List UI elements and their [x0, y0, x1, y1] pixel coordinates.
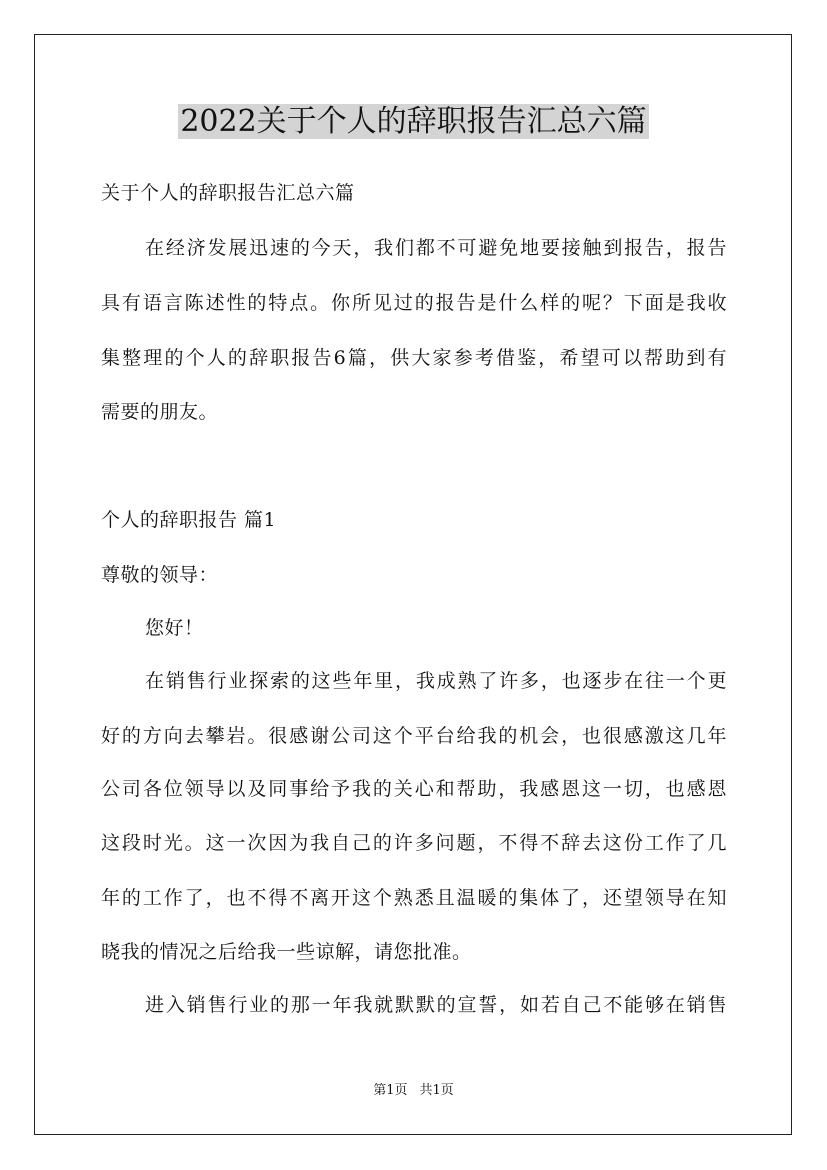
page-footer: [0, 1082, 827, 1100]
intro-line-1: 在经济发展迅速的今天，我们都不可避免地要接触到报告，报告: [145, 237, 727, 259]
section-heading: 个人的辞职报告 篇1: [101, 509, 277, 531]
para2-line-1: 进入销售行业的那一年我就默默的宣誓，如若自己不能够在销售: [145, 994, 727, 1016]
document-title: 2022关于个人的辞职报告汇总六篇: [180, 104, 647, 139]
page-number: 第1页: [373, 1083, 408, 1098]
para1-line-3: 公司各位领导以及同事给予我的关心和帮助，我感恩这一切，也感恩: [101, 778, 727, 800]
para1-line-6: 晓我的情况之后给我一些谅解，请您批准。: [101, 941, 472, 963]
para1-line-1: 在销售行业探索的这些年里，我成熟了许多，也逐步在往一个更: [145, 670, 727, 692]
subtitle: 关于个人的辞职报告汇总六篇: [101, 182, 355, 204]
intro-line-2: 具有语言陈述性的特点。你所见过的报告是什么样的呢？下面是我收: [101, 292, 727, 314]
para1-line-4: 这段时光。这一次因为我自己的许多问题，不得不辞去这份工作了几: [101, 832, 727, 854]
para1-line-5: 年的工作了，也不得不离开这个熟悉且温暖的集体了，还望领导在知: [101, 887, 727, 909]
intro-line-3: 集整理的个人的辞职报告6篇，供大家参考借鉴，希望可以帮助到有: [101, 347, 727, 369]
para1-line-2: 好的方向去攀岩。很感谢公司这个平台给我的机会，也很感激这几年: [101, 725, 727, 747]
salutation: 尊敬的领导：: [101, 564, 219, 586]
page-total: 共1页: [419, 1083, 454, 1098]
intro-line-4: 需要的朋友。: [101, 401, 219, 423]
greeting: 您好！: [145, 617, 204, 639]
